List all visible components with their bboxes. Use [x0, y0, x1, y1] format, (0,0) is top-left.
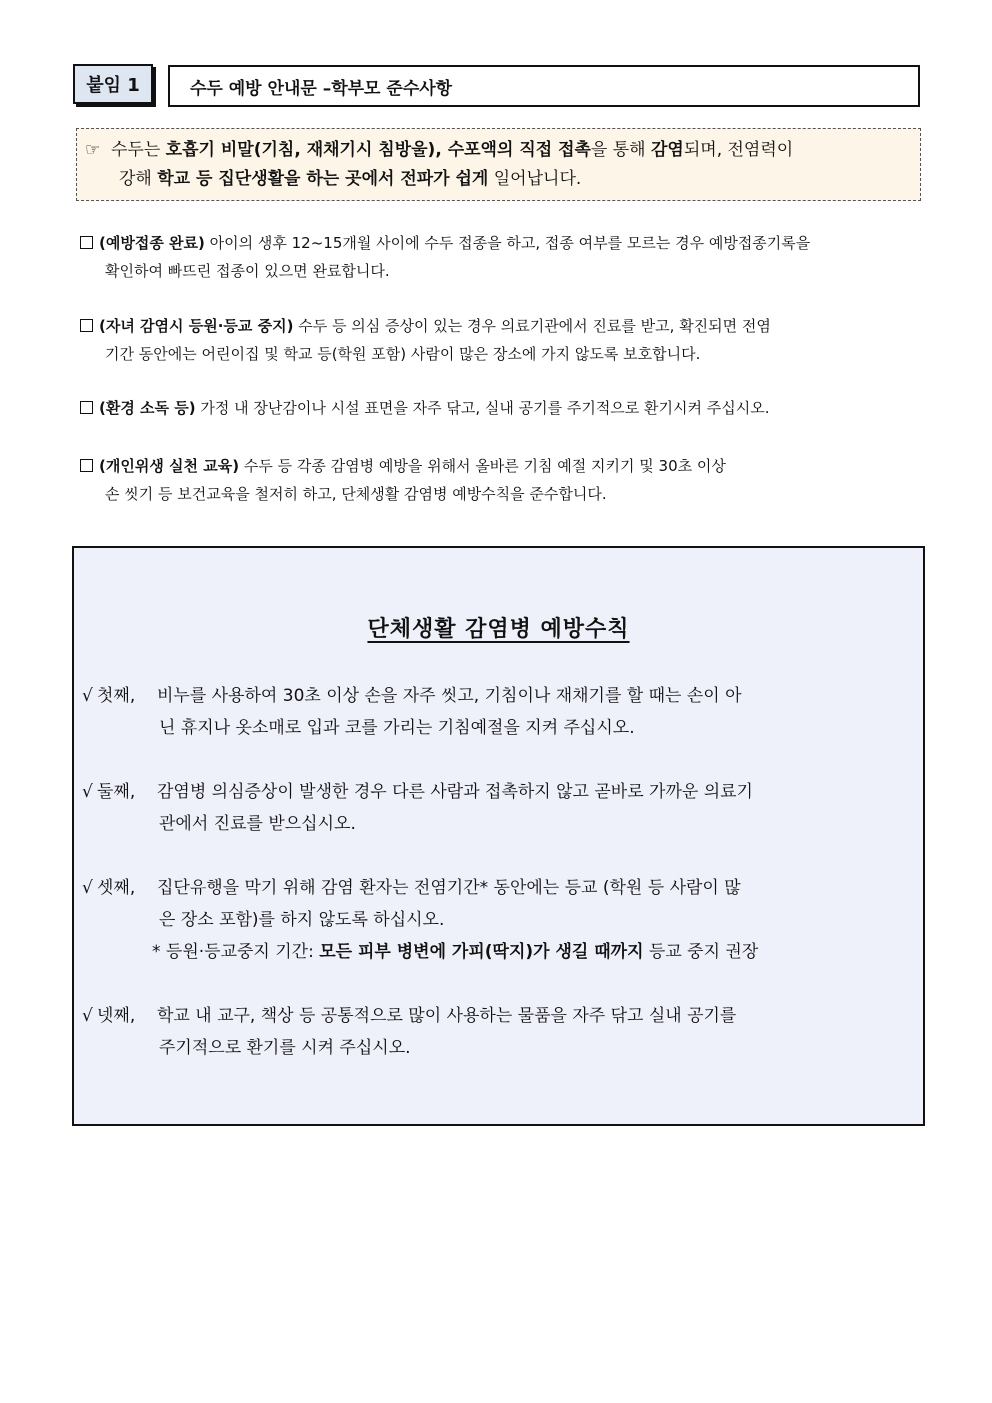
rule-ordinal: 넷째,	[97, 1006, 136, 1026]
check-mark-icon: √	[82, 686, 93, 706]
check-mark-icon: √	[82, 1006, 93, 1026]
guideline-heading: (예방접종 완료)	[99, 234, 205, 252]
guideline-heading: (개인위생 실천 교육)	[99, 457, 240, 475]
rule-text: 닌 휴지나 옷소매로 입과 코를 가리는 기침예절을 지켜 주십시오.	[159, 718, 635, 738]
notice-text: 수두는	[111, 140, 166, 160]
checkbox-square-icon	[80, 459, 93, 472]
notice-text: 일어납니다.	[488, 169, 582, 189]
document-title-box	[168, 65, 920, 107]
check-mark-icon: √	[82, 782, 93, 802]
rule-item	[82, 1000, 918, 1064]
notice-line-2	[85, 165, 910, 194]
guideline-item	[80, 312, 922, 368]
notice-emphasis: 학교 등 집단생활을 하는 곳에서 전파가 쉽게	[157, 169, 489, 189]
notice-box	[76, 128, 921, 201]
guideline-text: 아이의 생후 12~15개월 사이에 수두 접종을 하고, 접종 여부를 모르는 경우 예방접종기록을	[204, 234, 811, 252]
guideline-item	[80, 394, 922, 422]
pointing-hand-icon: ☞	[85, 140, 101, 160]
rule-item	[82, 776, 918, 840]
footnote-text: * 등원·등교중지 기간:	[152, 942, 320, 962]
rule-text: 관에서 진료를 받으십시오.	[159, 814, 356, 834]
attachment-badge-label: 붙임 1	[86, 75, 140, 96]
rule-text: 비누를 사용하여 30초 이상 손을 자주 씻고, 기침이나 재채기를 할 때는 손이 아	[157, 686, 742, 706]
notice-line-1	[85, 136, 910, 165]
attachment-badge	[73, 64, 153, 104]
checkbox-square-icon	[80, 319, 93, 332]
rule-text: 주기적으로 환기를 시켜 주십시오.	[159, 1038, 411, 1058]
rule-text: 집단유행을 막기 위해 감염 환자는 전염기간* 동안에는 등교 (학원 등 사람이 많	[157, 878, 741, 898]
guideline-item	[80, 229, 922, 285]
guideline-text: 기간 동안에는 어린이집 및 학교 등(학원 포함) 사람이 많은 장소에 가지 않도록 보호합니다.	[105, 345, 701, 363]
checkbox-square-icon	[80, 236, 93, 249]
notice-emphasis: 호흡기 비말(기침, 재채기시 침방울), 수포액의 직접 접촉	[165, 140, 591, 160]
check-mark-icon: √	[82, 878, 93, 898]
notice-text: 강해	[119, 169, 158, 189]
footnote-emphasis: 모든 피부 병변에 가피(딱지)가 생길 때까지	[319, 942, 644, 962]
rule-ordinal: 둘째,	[97, 782, 136, 802]
guideline-text: 손 씻기 등 보건교육을 철저히 하고, 단체생활 감염병 예방수칙을 준수합니다.	[105, 485, 607, 503]
rules-title: 단체생활 감염병 예방수칙	[367, 617, 630, 642]
rule-text: 은 장소 포함)를 하지 않도록 하십시오.	[159, 910, 445, 930]
guideline-heading: (자녀 감염시 등원·등교 중지)	[99, 317, 294, 335]
notice-text: 을 통해	[590, 140, 651, 160]
rule-ordinal: 첫째,	[97, 686, 136, 706]
guideline-text: 수두 등 의심 증상이 있는 경우 의료기관에서 진료를 받고, 확진되면 전염	[293, 317, 771, 335]
footnote-text: 등교 중지 권장	[643, 942, 759, 962]
document-title: 수두 예방 안내문 –학부모 준수사항	[190, 78, 453, 99]
guideline-text: 수두 등 각종 감염병 예방을 위해서 올바른 기침 예절 지키기 및 30초 이상	[239, 457, 726, 475]
guideline-item	[80, 452, 922, 508]
notice-emphasis: 감염	[651, 140, 684, 160]
rule-item	[82, 680, 918, 744]
guideline-heading: (환경 소독 등)	[99, 399, 196, 417]
rule-footnote	[82, 936, 918, 968]
rule-ordinal: 셋째,	[97, 878, 136, 898]
rule-text: 감염병 의심증상이 발생한 경우 다른 사람과 접촉하지 않고 곧바로 가까운 의료기	[157, 782, 753, 802]
rule-item	[82, 872, 918, 968]
prevention-rules-box	[72, 546, 925, 1126]
notice-text: 되며, 전염력이	[683, 140, 794, 160]
guideline-text: 확인하여 빠뜨린 접종이 있으면 완료합니다.	[105, 262, 390, 280]
guideline-text: 가정 내 장난감이나 시설 표면을 자주 닦고, 실내 공기를 주기적으로 환기시켜 주십시오.	[195, 399, 770, 417]
checkbox-square-icon	[80, 401, 93, 414]
rule-text: 학교 내 교구, 책상 등 공통적으로 많이 사용하는 물품을 자주 닦고 실내 공기를	[157, 1006, 737, 1026]
